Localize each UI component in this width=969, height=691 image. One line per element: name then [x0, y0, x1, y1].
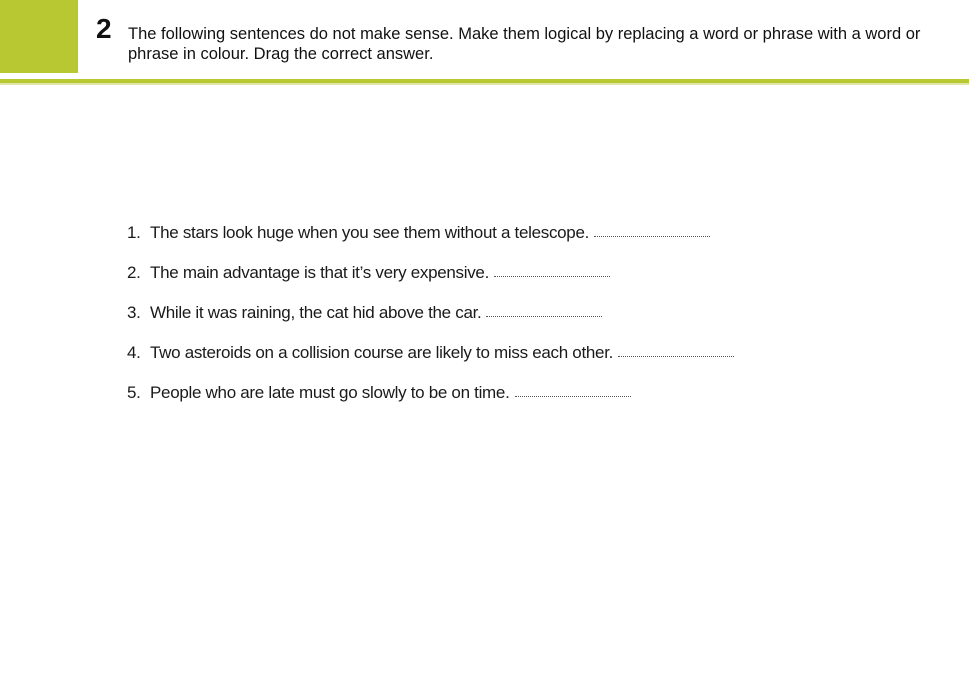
sentence-number: 5.: [127, 383, 141, 402]
sentence-number: 4.: [127, 343, 141, 362]
sentence-number: 3.: [127, 303, 141, 322]
sentence-item-4: [127, 343, 734, 383]
accent-block: [0, 0, 78, 73]
answer-drop-zone-3[interactable]: [486, 302, 602, 317]
sentence-list: [127, 223, 734, 423]
answer-drop-zone-4[interactable]: [618, 342, 734, 357]
exercise-instruction: The following sentences do not make sense. Make them logical by replacing a word or phrase with a word or phrase in colour. Drag the correct answer.: [128, 25, 921, 63]
sentence-number: 2.: [127, 263, 141, 282]
sentence-text: While it was raining, the cat hid above the car.: [150, 303, 482, 322]
exercise-number: 2: [96, 13, 112, 44]
sentence-item-3: [127, 303, 734, 343]
answer-drop-zone-1[interactable]: [594, 222, 710, 237]
sentence-text: People who are late must go slowly to be on time.: [150, 383, 510, 402]
sentence-number: 1.: [127, 223, 141, 242]
answer-drop-zone-5[interactable]: [515, 382, 631, 397]
header-divider-shadow: [0, 83, 969, 85]
exercise-header: [0, 0, 969, 80]
sentence-item-2: [127, 263, 734, 303]
answer-drop-zone-2[interactable]: [494, 262, 610, 277]
sentence-item-5: [127, 383, 734, 423]
sentence-text: The main advantage is that it’s very expensive.: [150, 263, 489, 282]
sentence-text: The stars look huge when you see them without a telescope.: [150, 223, 590, 242]
sentence-item-1: [127, 223, 734, 263]
sentence-text: Two asteroids on a collision course are likely to miss each other.: [150, 343, 614, 362]
